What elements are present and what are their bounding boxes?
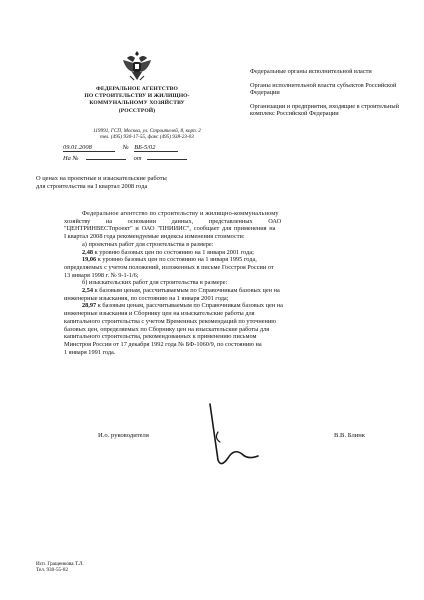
section-a-title: а) проектных работ для строительства в размере: bbox=[82, 240, 214, 248]
agency-line: КОММУНАЛЬНОМУ ХОЗЯЙСТВУ bbox=[89, 100, 185, 107]
index-value: 19,06 bbox=[82, 256, 97, 264]
address-line: тел. (495) 930-17-55, факс (495) 938-23-03 bbox=[100, 134, 194, 141]
body-line: I квартал 2008 года рекомендуемые индексы изменения стоимости: bbox=[64, 233, 245, 241]
index-value: 28,97 bbox=[82, 302, 97, 310]
reference-number-blank bbox=[86, 159, 126, 160]
subject-line: О ценах на проектные и изыскательские работы bbox=[36, 175, 167, 182]
recipient: Организации и предприятия, входящие в строительный комплекс Российской Федерации bbox=[250, 102, 400, 118]
recipients-block bbox=[250, 68, 410, 124]
body-line: 13 января 1998 г. № 9-1-1/6; bbox=[64, 271, 139, 279]
recipient: Федеральные органы исполнительной власти bbox=[250, 68, 372, 75]
index-line bbox=[64, 287, 370, 295]
index-text: к базовым ценам, рассчитываемым по Справочникам базовых цен на bbox=[93, 287, 280, 295]
body-line: инженерные изыскания, по состоянию на 1 января 2001 года; bbox=[64, 294, 229, 302]
body-line: капитального строительства, рекомендованных к применению письмом bbox=[64, 333, 257, 341]
index-text: к базовым ценам, рассчитываемым по Справочникам базовых цен на bbox=[96, 302, 283, 310]
agency-line: ПО СТРОИТЕЛЬСТВУ И ЖИЛИЩНО- bbox=[84, 93, 190, 100]
letter-subject bbox=[36, 175, 216, 191]
coat-of-arms-emblem bbox=[120, 48, 154, 84]
signatory-name: В.В. Блинк bbox=[334, 432, 365, 439]
agency-line: (РОССТРОЙ) bbox=[118, 107, 156, 114]
reference-label: На № bbox=[63, 155, 79, 162]
signatory-title: И.о. руководителя bbox=[98, 432, 149, 439]
agency-address bbox=[66, 128, 228, 140]
handwritten-signature bbox=[188, 398, 268, 478]
section-b-title: б) изыскательских работ для строительства в размере: bbox=[82, 279, 228, 287]
letter-body bbox=[64, 210, 370, 356]
reference-from-label: от bbox=[133, 155, 142, 162]
executor-name: Исп. Гращенкова Т.Л. bbox=[36, 561, 84, 567]
recipient: Органы исполнительной власти субъектов Российской Федерации bbox=[250, 81, 397, 97]
reference-line bbox=[63, 155, 187, 162]
subject-line: для строительства на I квартал 2008 года bbox=[36, 182, 148, 190]
body-line: хозяйству на основании данных, представленных ОАО bbox=[64, 217, 282, 225]
index-value: 2,54 bbox=[82, 287, 94, 295]
index-line bbox=[64, 256, 370, 264]
body-line: базовых цен, определяемых по Сборнику цен на изыскательские работы для bbox=[64, 325, 270, 333]
body-line: инженерные изыскания и Сборнику цен на изыскательские работы для bbox=[64, 310, 255, 318]
index-value: 2,48 bbox=[82, 248, 94, 256]
body-line: Минстроя России от 17 декабря 1992 года № БФ-1060/9, по состоянию на bbox=[64, 340, 262, 348]
letter-number: ВБ-5/02 bbox=[134, 144, 178, 152]
agency-name bbox=[48, 86, 226, 115]
executor-info bbox=[36, 561, 84, 574]
number-label: № bbox=[122, 144, 129, 151]
index-line bbox=[64, 302, 370, 310]
reference-date-blank bbox=[147, 159, 187, 160]
agency-line: ФЕДЕРАЛЬНОЕ АГЕНТСТВО bbox=[96, 86, 178, 92]
body-line: определяемых с учетом положений, изложенных в письме Госстроя России от bbox=[64, 263, 274, 271]
index-text: к уровню базовых цен по состоянию на 1 января 1995 года, bbox=[96, 256, 257, 264]
body-line: Федеральное агентство по строительству и жилищно-коммунальному bbox=[82, 210, 279, 217]
index-text: к уровню базовых цен по состоянию на 1 января 2001 года; bbox=[93, 248, 254, 256]
registration-line bbox=[63, 144, 178, 152]
executor-phone: Тел. 930-55-82 bbox=[36, 567, 69, 574]
body-line: капитального строительства с учетом Временных рекомендаций по уточнению bbox=[64, 317, 276, 325]
address-line: 119991, ГСП, Москва, ул. Строителей, 8, корп. 2 bbox=[93, 128, 201, 134]
letter-date: 09.01.2008 bbox=[63, 144, 115, 152]
body-line: 1 января 1991 года. bbox=[64, 348, 116, 356]
index-line bbox=[64, 249, 370, 257]
body-line: "ЦЕНТРИНВЕСТпроект" и ОАО "ПНИИИС", сообщает для применения на bbox=[64, 225, 276, 233]
